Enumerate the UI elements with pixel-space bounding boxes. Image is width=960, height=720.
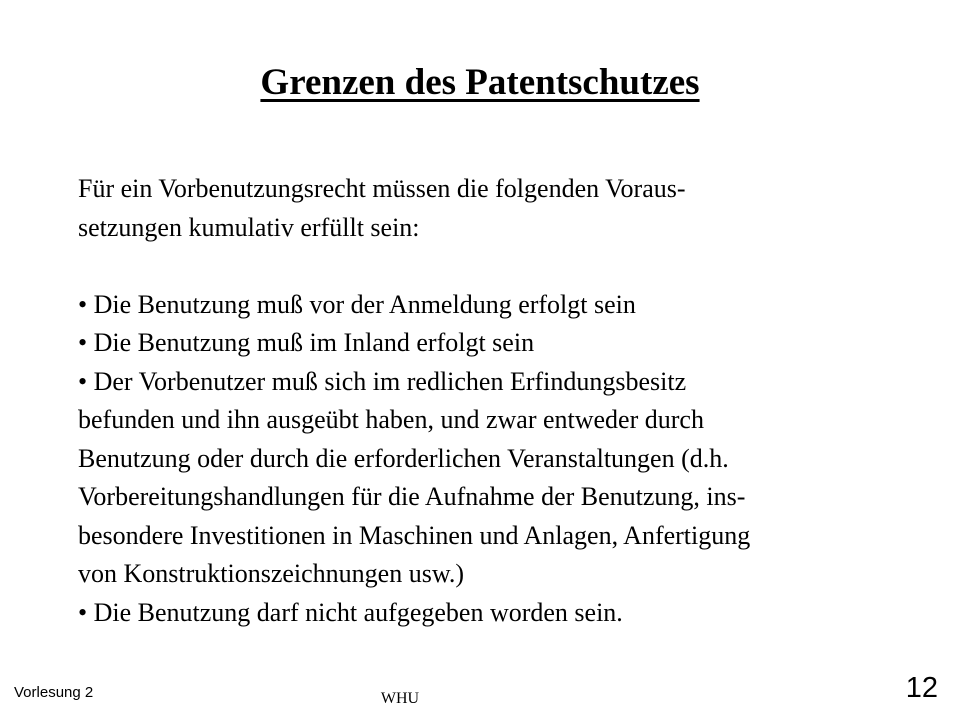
bullet-line: • Der Vorbenutzer muß sich im redlichen Erfindungsbesitz bbox=[78, 366, 687, 396]
bullet-line: • Die Benutzung muß vor der Anmeldung erfolgt sein bbox=[78, 289, 636, 319]
paragraph-spacer bbox=[78, 247, 938, 286]
slide-body bbox=[78, 170, 938, 632]
bullet-line: • Die Benutzung muß im Inland erfolgt sein bbox=[78, 328, 535, 357]
bullet-line: • Die Benutzung darf nicht aufgegeben worden sein. bbox=[78, 597, 623, 627]
bullet-line: befunden und ihn ausgeübt haben, und zwar entweder durch bbox=[78, 405, 704, 434]
footer-institution: WHU bbox=[380, 690, 420, 707]
footer-lecture-label: Vorlesung 2 bbox=[14, 684, 94, 701]
bullet-line: Benutzung oder durch die erforderlichen Veranstaltungen (d.h. bbox=[78, 443, 729, 473]
bullet-line: besondere Investitionen in Maschinen und Anlagen, Anfertigung bbox=[78, 520, 751, 550]
intro-line: Für ein Vorbenutzungsrecht müssen die folgenden Voraus- bbox=[78, 174, 686, 203]
bullet-line: Vorbereitungshandlungen für die Aufnahme der Benutzung, ins- bbox=[78, 482, 746, 511]
bullet-line: von Konstruktionszeichnungen usw.) bbox=[78, 559, 465, 588]
intro-line: setzungen kumulativ erfüllt sein: bbox=[78, 212, 420, 242]
slide-title bbox=[0, 58, 960, 108]
slide-title-text: Grenzen des Patentschutzes bbox=[260, 62, 700, 103]
page-number: 12 bbox=[905, 672, 938, 704]
